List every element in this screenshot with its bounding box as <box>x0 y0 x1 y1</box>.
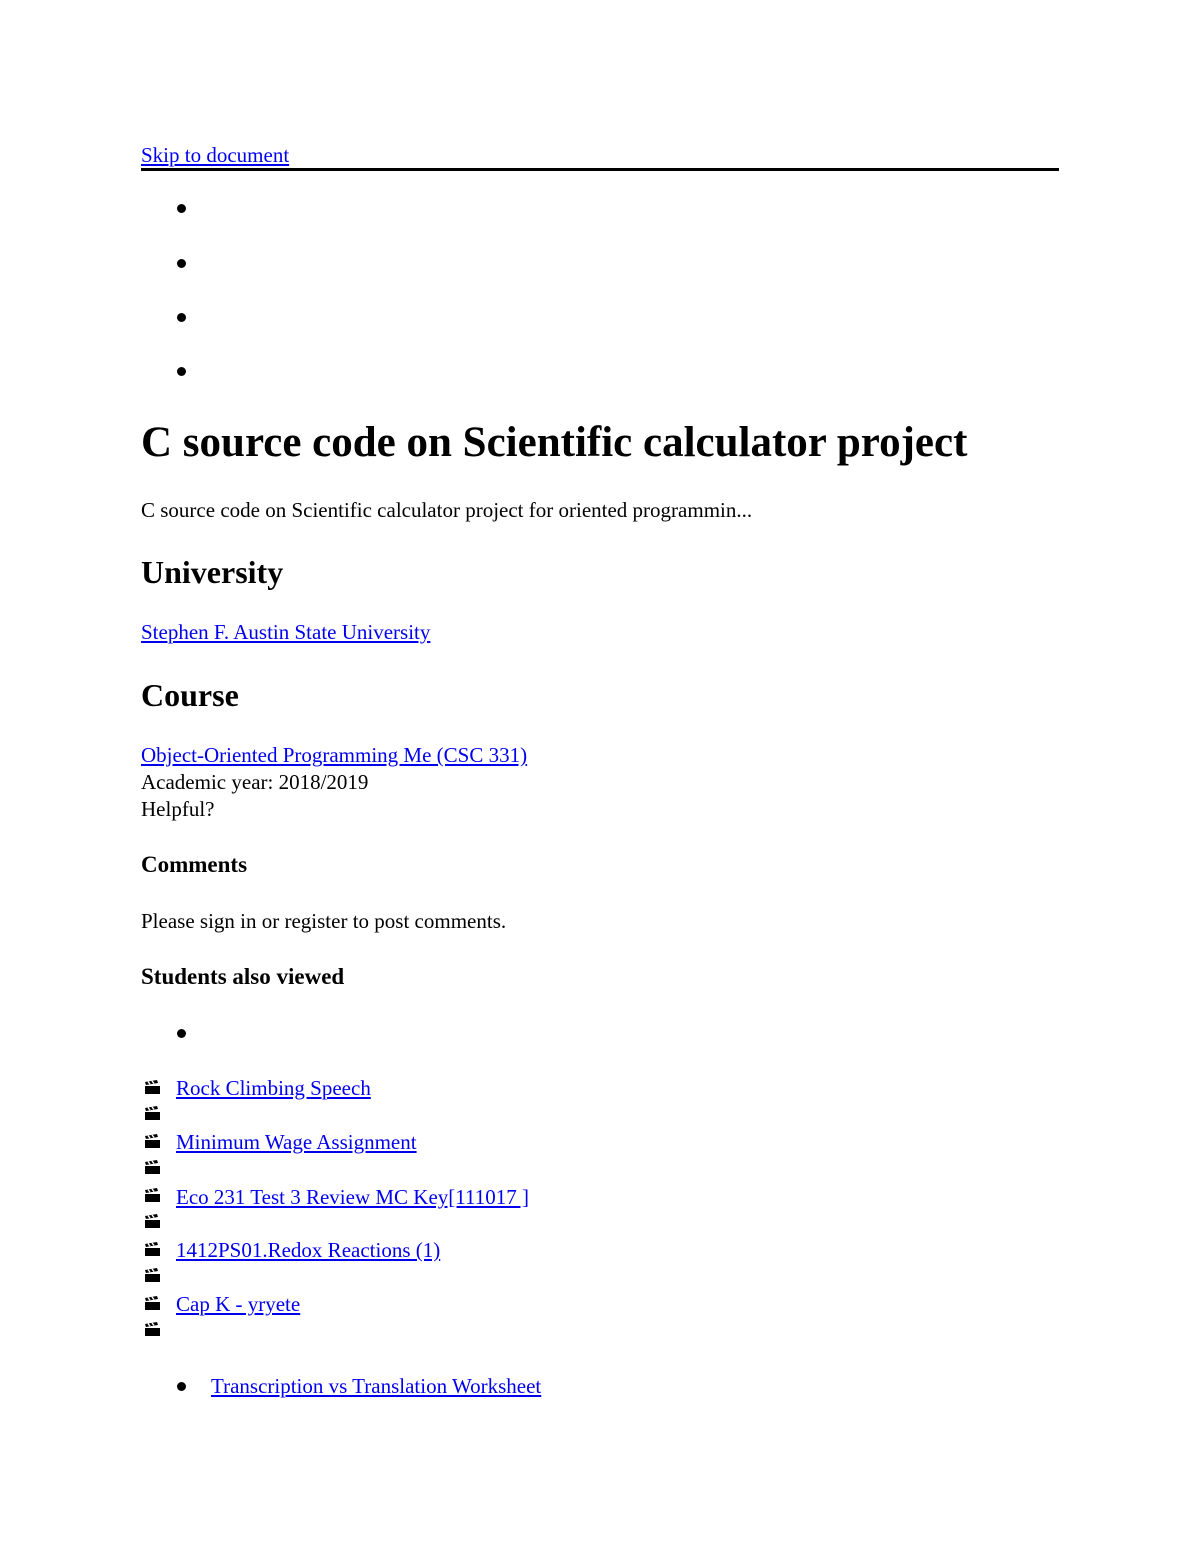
clapperboard-icon <box>144 1322 161 1337</box>
list-bullet-icon <box>177 1029 186 1038</box>
course-heading: Course <box>141 677 239 713</box>
skip-to-document-link[interactable]: Skip to document <box>141 143 290 167</box>
clapperboard-icon <box>144 1134 161 1149</box>
clapperboard-icon <box>144 1296 161 1311</box>
nav-bullet-icon <box>177 204 186 213</box>
comments-prompt: Please sign in or register to post comments. <box>141 909 507 933</box>
comments-heading: Comments <box>141 852 248 877</box>
university-heading: University <box>141 554 284 590</box>
list-bullet-icon <box>177 1382 186 1391</box>
related-document-link[interactable]: Eco 231 Test 3 Review MC Key[111017 ] <box>176 1185 529 1209</box>
clapperboard-icon <box>144 1188 161 1203</box>
more-document-link[interactable]: Transcription vs Translation Worksheet <box>211 1374 542 1398</box>
document-title: C source code on Scientific calculator project <box>141 419 968 466</box>
document-description: C source code on Scientific calculator project for oriented programmin... <box>141 498 753 522</box>
clapperboard-icon <box>144 1268 161 1283</box>
university-link[interactable]: Stephen F. Austin State University <box>141 620 431 644</box>
nav-bullet-icon <box>177 367 186 376</box>
clapperboard-icon <box>144 1242 161 1257</box>
clapperboard-icon <box>144 1160 161 1175</box>
clapperboard-icon <box>144 1080 161 1095</box>
related-document-link[interactable]: 1412PS01.Redox Reactions (1) <box>176 1238 441 1262</box>
related-document-link[interactable]: Minimum Wage Assignment <box>176 1130 417 1154</box>
related-document-link[interactable]: Cap K - yryete <box>176 1292 301 1316</box>
clapperboard-icon <box>144 1214 161 1229</box>
clapperboard-icon <box>144 1106 161 1121</box>
academic-year: Academic year: 2018/2019 <box>141 770 369 794</box>
helpful-label: Helpful? <box>141 797 215 821</box>
students-also-viewed-heading: Students also viewed <box>141 964 345 989</box>
nav-bullet-icon <box>177 313 186 322</box>
skip-bar <box>141 143 1059 171</box>
course-link[interactable]: Object-Oriented Programming Me (CSC 331) <box>141 743 528 767</box>
related-document-link[interactable]: Rock Climbing Speech <box>176 1076 371 1100</box>
nav-bullet-icon <box>177 259 186 268</box>
